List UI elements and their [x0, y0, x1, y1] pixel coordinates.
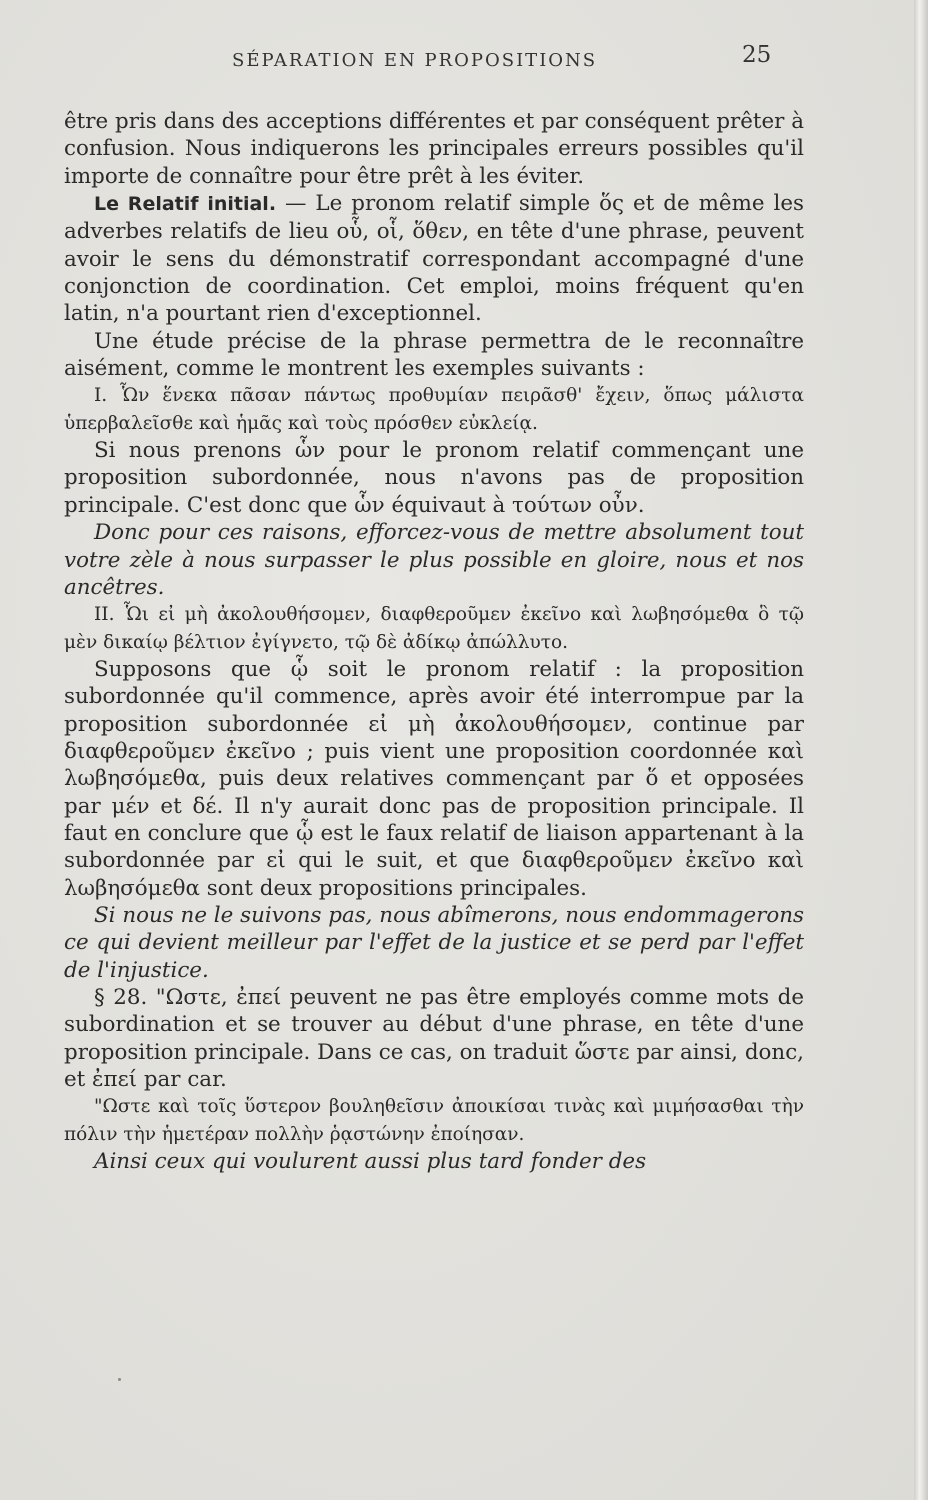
section-lead: Le Relatif initial. [94, 193, 277, 216]
section-28: § 28. "Ωστε, ἐπεί peuvent ne pas être employés comme mots de subordination et se trouver au début d'une phrase, en tête d'une proposition principale. Dans ce cas, on traduit ὥστε par ainsi, donc, et ἐπεί par car. [64, 985, 804, 1093]
page-number: 25 [742, 42, 772, 68]
paragraph-commentary-1: Si nous prenons ὧν pour le pronom relatif commençant une proposition subordonnée, nous n'avons pas de proposition principale. C'est donc que ὧν équivaut à τούτων οὖν. [64, 438, 804, 518]
translation-2: Si nous ne le suivons pas, nous abîmerons, nous endommagerons ce qui devient meilleur par l'effet de la justice et se perd par l'effet de l'injustice. [64, 902, 804, 983]
paragraph-continuation: être pris dans des acceptions différentes et par conséquent prêter à confusion. Nous indiquerons les principales erreurs possibles qu'il importe de connaître pour être prêt à les éviter. [64, 109, 804, 189]
page-body [64, 108, 804, 1175]
translation-1: Donc pour ces raisons, efforcez-vous de mettre absolument tout votre zèle à nous surpasser le plus possible en gloire, nous et nos ancêtres. [64, 520, 804, 600]
greek-example-3: "Ωστε καὶ τοῖς ὕστερον βουληθεῖσιν ἀποικίσαι τινὰς καὶ μιμήσασθαι τὴν πόλιν τὴν ἡμετέραν πολλὴν ῥᾳστώνην ἐποίησαν. [64, 1096, 804, 1145]
greek-example-1: I. Ὧν ἕνεκα πᾶσαν πάντως προθυμίαν πειρᾶσθ' ἔχειν, ὅπως μάλιστα ὑπερβαλεῖσθε καὶ ἡμᾶς καὶ τοὺς πρόσθεν εὐκλείᾳ. [64, 385, 804, 434]
greek-example-2: II. Ὧι εἰ μὴ ἀκολουθήσομεν, διαφθεροῦμεν ἐκεῖνο καὶ λωβησόμεθα ὃ τῷ μὲν δικαίῳ βέλτιον ἐγίγνετο, τῷ δὲ ἀδίκῳ ἀπώλλυτο. [64, 604, 804, 653]
page-header [0, 42, 928, 82]
page-edge [914, 0, 928, 1500]
paragraph-commentary-2: Supposons que ᾧ soit le pronom relatif : la proposition subordonnée qu'il commence, après avoir été interrompue par la proposition subordonnée εἰ μὴ ἀκολουθήσομεν, continue par διαφθεροῦμεν ἐκεῖνο ; puis vient une proposition coordonnée καὶ λωβησόμεθα, puis deux relatives commençant par ὅ et opposées par μέν et δέ. Il n'y aurait donc pas de proposition principale. Il faut en conclure que ᾧ est le faux relatif de liaison appartenant à la subordonnée par εἰ qui le suit, et que διαφθεροῦμεν ἐκεῖνο καὶ λωβησόμεθα sont deux propositions principales. [64, 656, 804, 901]
paragraph-text: — Le pronom relatif simple ὅς et de même les adverbes relatifs de lieu οὗ, οἷ, ὅθεν, en tête d'une phrase, peuvent avoir le sens du démonstratif correspondant accompagné d'une conjonction de coordination. Cet emploi, moins fréquent qu'en latin, n'a pourtant rien d'exceptionnel. [64, 191, 804, 327]
print-speck [118, 1378, 121, 1381]
paragraph-relatif-initial [64, 190, 804, 328]
paragraph-etude: Une étude précise de la phrase permettra de le reconnaître aisément, comme le montrent les exemples suivants : [64, 328, 804, 382]
running-head: SÉPARATION EN PROPOSITIONS [232, 50, 598, 71]
translation-3: Ainsi ceux qui voulurent aussi plus tard fonder des [94, 1149, 647, 1175]
